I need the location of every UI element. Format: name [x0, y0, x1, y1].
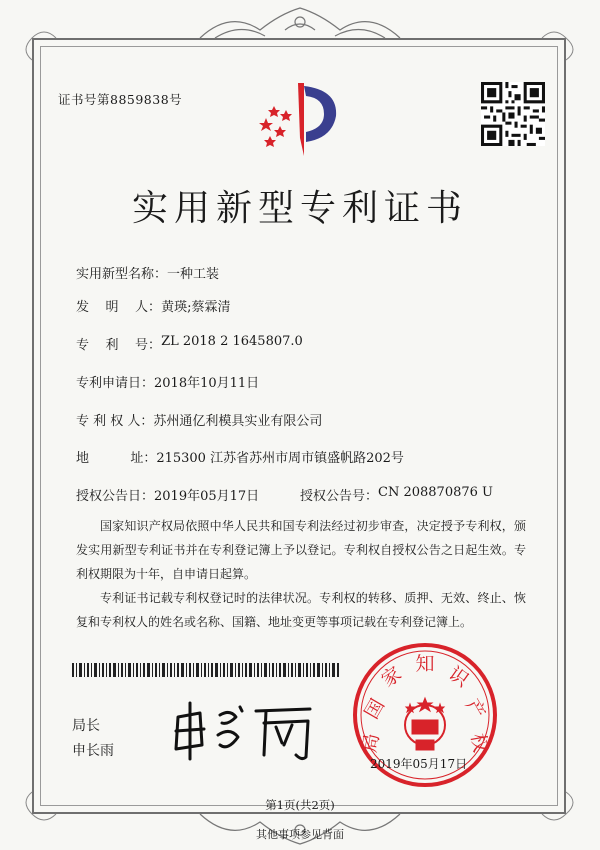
field-value: 一种工装 [167, 267, 220, 282]
field-label: 实用新型名称： [76, 267, 168, 282]
field-patentee [76, 410, 322, 429]
field-utility-model-name [76, 263, 219, 282]
svg-text:局: 局 [358, 731, 384, 755]
seal-date: 2019年05月17日 [370, 757, 468, 771]
field-address [76, 447, 404, 466]
field-label: 专 利 权 人： [76, 414, 154, 429]
field-value: ZL 2018 2 1645807.0 [161, 334, 303, 349]
field-label: 专 利 号： [76, 338, 162, 353]
back-note: 其他事项参见背面 [256, 828, 344, 841]
patent-office-logo-icon [258, 78, 340, 158]
top-ornament [200, 8, 400, 38]
field-value: 215300 江苏省苏州市周市镇盛帆路202号 [156, 451, 404, 466]
director-name: 申长雨 [72, 743, 114, 759]
field-inventor [76, 296, 230, 315]
certificate-title: 实用新型专利证书 [131, 188, 468, 229]
svg-text:权: 权 [466, 731, 492, 755]
director-signature-icon [170, 695, 330, 765]
svg-text:识: 识 [444, 662, 473, 692]
field-value: CN 208870876 U [378, 485, 493, 500]
svg-text:知: 知 [415, 653, 435, 675]
field-grant-number [300, 485, 493, 504]
certificate-number: 证书号第8859838号 [58, 92, 183, 107]
barcode-icon [72, 663, 342, 677]
field-label: 授权公告号： [300, 489, 379, 504]
page-number: 第1页(共2页) [265, 798, 335, 812]
field-filing-date [76, 372, 259, 391]
field-label: 专利申请日： [76, 376, 155, 391]
body-paragraph-2: 专利证书记载专利权登记时的法律状况。专利权的转移、质押、无效、终止、恢复和专利权人的姓名或名称、国籍、地址变更等事项记载在专利登记簿上。 [76, 591, 526, 629]
field-value: 2019年05月17日 [154, 489, 260, 504]
svg-text:产: 产 [460, 695, 490, 723]
svg-text:家: 家 [377, 662, 406, 692]
field-label: 发 明 人： [76, 300, 162, 315]
body-paragraph-1: 国家知识产权局依照中华人民共和国专利法经过初步审查，决定授予专利权，颁发实用新型专利证书并在专利登记簿上予以登记。专利权自授权公告之日起生效。专利权期限为十年，自申请日起算。 [76, 519, 526, 581]
qr-code-icon [481, 82, 545, 146]
field-value: 2018年10月11日 [154, 376, 260, 391]
director-title: 局长 [72, 718, 100, 734]
field-value: 黄瑛;蔡霖清 [161, 300, 231, 315]
field-value: 苏州通亿利模具实业有限公司 [153, 414, 323, 429]
field-label: 地 址： [76, 451, 157, 466]
field-label: 授权公告日： [76, 489, 155, 504]
svg-text:国: 国 [360, 695, 390, 723]
field-patent-number [76, 334, 303, 353]
field-grant-date [76, 485, 259, 504]
